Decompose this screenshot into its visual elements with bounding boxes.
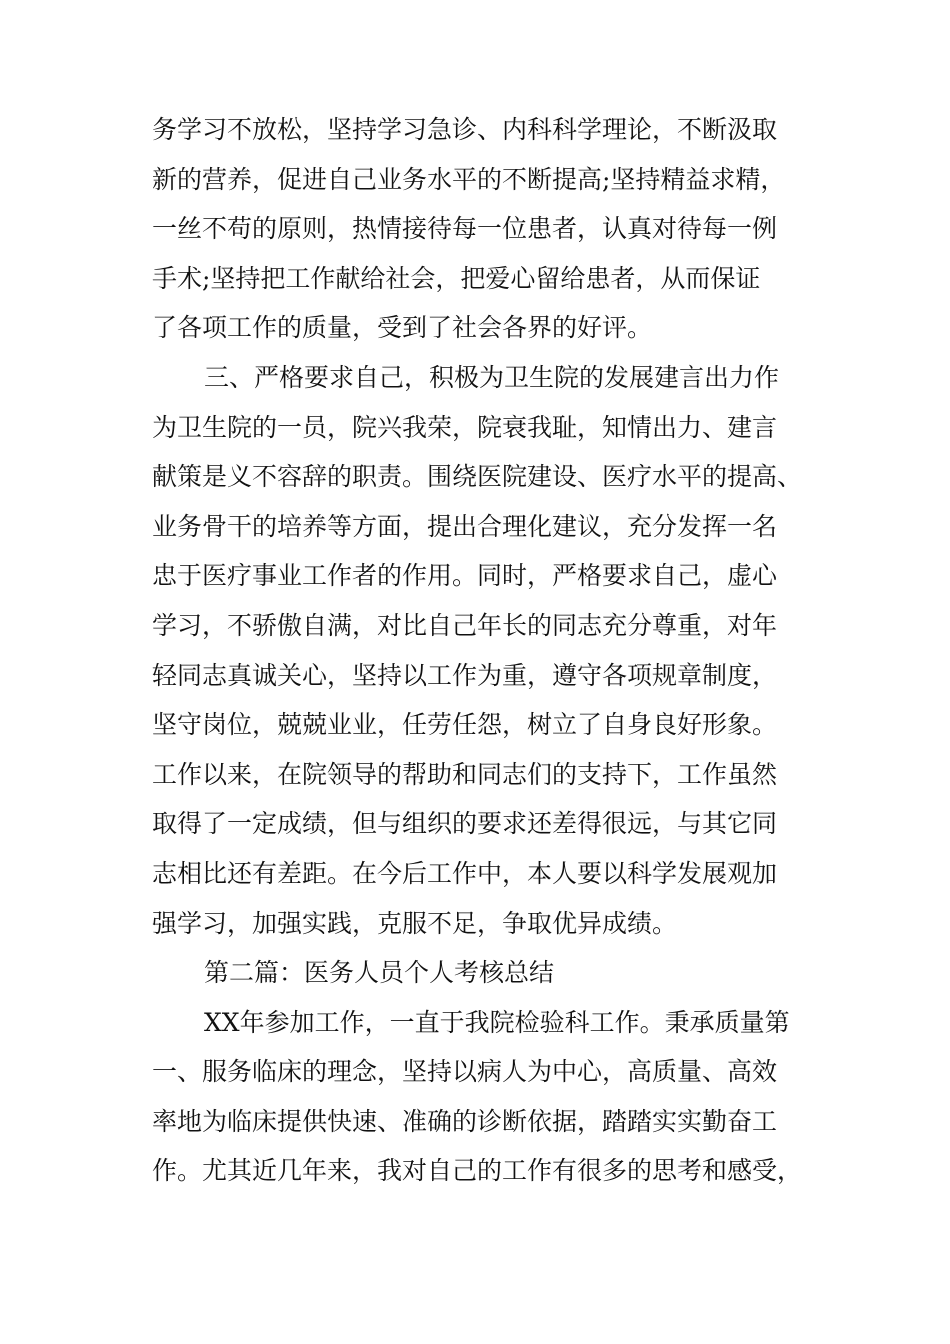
text-line: XX年参加工作，一直于我院检验科工作。秉承质量第 [204, 1007, 790, 1037]
chapter-title: 第二篇：医务人员个人考核总结 [204, 958, 555, 988]
text-line: 为卫生院的一员，院兴我荣，院衰我耻，知情出力、建言 [152, 412, 778, 442]
text-line: 学习，不骄傲自满，对比自己年长的同志充分尊重，对年 [152, 610, 778, 640]
text-line: 工作以来，在院领导的帮助和同志们的支持下，工作虽然 [152, 759, 778, 789]
section-heading-line: 三、严格要求自己，积极为卫生院的发展建言出力作 [204, 362, 780, 392]
text-line: 忠于医疗事业工作者的作用。同时，严格要求自己，虚心 [152, 561, 778, 591]
text-line: 手术;坚持把工作献给社会，把爱心留给患者，从而保证 [152, 263, 761, 293]
document-body [152, 105, 812, 1196]
text-line: 一、服务临床的理念，坚持以病人为中心，高质量、高效 [152, 1057, 778, 1087]
text-line: 强学习，加强实践，克服不足，争取优异成绩。 [152, 908, 678, 938]
text-line: 务学习不放松，坚持学习急诊、内科科学理论，不断汲取 [152, 115, 778, 144]
text-line: 取得了一定成绩，但与组织的要求还差得很远，与其它同 [152, 809, 778, 839]
text-line: 坚守岗位，兢兢业业，任劳任怨，树立了自身良好形象。 [152, 710, 778, 740]
text-line: 一丝不苟的原则，热情接待每一位患者，认真对待每一例 [152, 214, 778, 244]
text-line: 新的营养，促进自己业务水平的不断提高;坚持精益求精， [152, 164, 786, 194]
text-line: 业务骨干的培养等方面，提出合理化建议，充分发挥一名 [152, 511, 778, 541]
text-line: 率地为临床提供快速、准确的诊断依据，踏踏实实勤奋工 [152, 1106, 778, 1136]
text-line: 作。尤其近几年来，我对自己的工作有很多的思考和感受， [152, 1156, 803, 1186]
text-line: 了各项工作的质量，受到了社会各界的好评。 [152, 313, 653, 343]
text-line: 志相比还有差距。在今后工作中，本人要以科学发展观加 [152, 858, 778, 888]
text-line: 轻同志真诚关心，坚持以工作为重，遵守各项规章制度， [152, 660, 778, 690]
text-line: 献策是义不容辞的职责。围绕医院建设、医疗水平的提高、 [152, 462, 803, 492]
